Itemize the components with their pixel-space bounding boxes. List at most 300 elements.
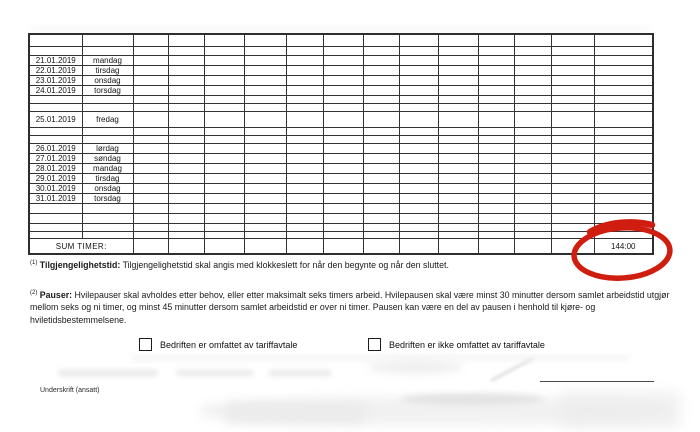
hours-cell xyxy=(594,34,653,47)
weekday-cell: fredag xyxy=(82,112,133,128)
hours-cell xyxy=(551,239,594,255)
hours-cell xyxy=(594,66,653,76)
hours-cell xyxy=(204,66,244,76)
weekday-cell xyxy=(82,96,133,104)
hours-cell xyxy=(478,154,514,164)
hours-cell xyxy=(204,56,244,66)
hours-cell xyxy=(514,96,551,104)
hours-cell xyxy=(594,104,653,112)
hours-cell xyxy=(244,224,286,232)
hours-cell xyxy=(399,34,438,47)
hours-cell xyxy=(399,214,438,224)
timesheet-row xyxy=(29,214,653,224)
hours-cell xyxy=(478,184,514,194)
hours-cell xyxy=(399,239,438,255)
hours-cell xyxy=(133,56,168,66)
hours-cell xyxy=(514,239,551,255)
hours-cell xyxy=(133,154,168,164)
hours-cell xyxy=(399,144,438,154)
date-cell xyxy=(29,104,82,112)
timesheet-table xyxy=(28,33,654,255)
hours-cell xyxy=(514,204,551,214)
sum-total-cell: 144:00 xyxy=(594,239,653,255)
hours-cell xyxy=(478,66,514,76)
hours-cell xyxy=(399,104,438,112)
hours-cell xyxy=(363,239,399,255)
blurred-signature-region xyxy=(225,402,365,424)
hours-cell xyxy=(244,34,286,47)
hours-cell xyxy=(438,136,478,144)
hours-cell xyxy=(551,232,594,239)
hours-cell xyxy=(363,144,399,154)
hours-cell xyxy=(244,86,286,96)
hours-cell xyxy=(478,214,514,224)
hours-cell xyxy=(438,194,478,204)
hours-cell xyxy=(244,144,286,154)
signature-line xyxy=(540,381,654,382)
hours-cell xyxy=(168,34,204,47)
hours-cell xyxy=(594,76,653,86)
timesheet-row xyxy=(29,154,653,164)
hours-cell xyxy=(133,232,168,239)
hours-cell xyxy=(363,47,399,56)
hours-cell xyxy=(478,56,514,66)
hours-cell xyxy=(133,76,168,86)
weekday-cell xyxy=(82,224,133,232)
hours-cell xyxy=(244,66,286,76)
hours-cell xyxy=(133,184,168,194)
hours-cell xyxy=(478,47,514,56)
hours-cell xyxy=(438,76,478,86)
hours-cell xyxy=(168,224,204,232)
hours-cell xyxy=(478,34,514,47)
hours-cell xyxy=(133,224,168,232)
checkbox-label: Bedriften er omfattet av tariffavtale xyxy=(160,339,298,350)
hours-cell xyxy=(323,164,363,174)
hours-cell xyxy=(551,154,594,164)
hours-cell xyxy=(551,86,594,96)
hours-cell xyxy=(168,104,204,112)
hours-cell xyxy=(204,136,244,144)
hours-cell xyxy=(133,34,168,47)
checkbox-icon[interactable] xyxy=(368,338,381,351)
hours-cell xyxy=(514,112,551,128)
timesheet-row xyxy=(29,174,653,184)
hours-cell xyxy=(438,204,478,214)
hours-cell xyxy=(286,239,323,255)
blurred-signature-region xyxy=(400,393,545,405)
hours-cell xyxy=(594,214,653,224)
timesheet-row xyxy=(29,184,653,194)
hours-cell xyxy=(244,56,286,66)
hours-cell xyxy=(168,136,204,144)
hours-cell xyxy=(323,112,363,128)
hours-cell xyxy=(244,76,286,86)
hours-cell xyxy=(168,47,204,56)
hours-cell xyxy=(438,56,478,66)
hours-cell xyxy=(551,224,594,232)
hours-cell xyxy=(594,174,653,184)
hours-cell xyxy=(478,112,514,128)
hours-cell xyxy=(323,184,363,194)
hours-cell xyxy=(478,86,514,96)
hours-cell xyxy=(286,144,323,154)
hours-cell xyxy=(323,232,363,239)
hours-cell xyxy=(478,174,514,184)
date-cell xyxy=(29,47,82,56)
hours-cell xyxy=(204,112,244,128)
hours-cell xyxy=(514,154,551,164)
checkbox-label: Bedriften er ikke omfattet av tariffavtale xyxy=(389,339,545,350)
hours-cell xyxy=(551,56,594,66)
hours-cell xyxy=(399,154,438,164)
date-cell: 27.01.2019 xyxy=(29,154,82,164)
timesheet-row xyxy=(29,86,653,96)
hours-cell xyxy=(168,128,204,136)
date-cell: 28.01.2019 xyxy=(29,164,82,174)
hours-cell xyxy=(514,164,551,174)
weekday-cell: torsdag xyxy=(82,194,133,204)
hours-cell xyxy=(363,66,399,76)
hours-cell xyxy=(286,164,323,174)
footnote-term: Tilgjengelighetstid: xyxy=(39,260,121,270)
hours-cell xyxy=(551,128,594,136)
hours-cell xyxy=(133,104,168,112)
hours-cell xyxy=(594,56,653,66)
hours-cell xyxy=(551,144,594,154)
hours-cell xyxy=(204,128,244,136)
hours-cell xyxy=(363,164,399,174)
hours-cell xyxy=(286,56,323,66)
hours-cell xyxy=(594,112,653,128)
hours-cell xyxy=(399,96,438,104)
hours-cell xyxy=(514,66,551,76)
scan-streak xyxy=(30,26,650,31)
hours-cell xyxy=(244,184,286,194)
blurred-smudge xyxy=(368,360,463,374)
hours-cell xyxy=(363,194,399,204)
date-cell: 29.01.2019 xyxy=(29,174,82,184)
hours-cell xyxy=(133,174,168,184)
hours-cell xyxy=(438,239,478,255)
hours-cell xyxy=(363,86,399,96)
weekday-cell: tirsdag xyxy=(82,66,133,76)
hours-cell xyxy=(323,224,363,232)
hours-cell xyxy=(363,104,399,112)
hours-cell xyxy=(478,96,514,104)
hours-cell xyxy=(551,164,594,174)
date-cell xyxy=(29,34,82,47)
hours-cell xyxy=(478,239,514,255)
hours-cell xyxy=(514,144,551,154)
hours-cell xyxy=(168,86,204,96)
hours-cell xyxy=(168,112,204,128)
hours-cell xyxy=(478,76,514,86)
hours-cell xyxy=(363,214,399,224)
hours-cell xyxy=(204,76,244,86)
hours-cell xyxy=(438,34,478,47)
timesheet-row xyxy=(29,56,653,66)
hours-cell xyxy=(286,104,323,112)
hours-cell xyxy=(399,184,438,194)
hours-cell xyxy=(323,96,363,104)
timesheet-row xyxy=(29,194,653,204)
date-cell: 21.01.2019 xyxy=(29,56,82,66)
hours-cell xyxy=(323,214,363,224)
hours-cell xyxy=(399,76,438,86)
timesheet-row xyxy=(29,96,653,104)
hours-cell xyxy=(478,164,514,174)
hours-cell xyxy=(323,66,363,76)
hours-cell xyxy=(323,136,363,144)
hours-cell xyxy=(594,184,653,194)
footnote-marker: (1) xyxy=(30,260,38,267)
hours-cell xyxy=(399,112,438,128)
hours-cell xyxy=(323,47,363,56)
hours-cell xyxy=(244,47,286,56)
weekday-cell: onsdag xyxy=(82,184,133,194)
footnote-text: Tilgjengelighetstid skal angis med klokkeslett for når den begynte og når den sluttet. xyxy=(122,260,449,270)
hours-cell xyxy=(204,224,244,232)
hours-cell xyxy=(244,104,286,112)
date-cell: 31.01.2019 xyxy=(29,194,82,204)
hours-cell xyxy=(133,144,168,154)
timesheet-row xyxy=(29,164,653,174)
weekday-cell xyxy=(82,204,133,214)
hours-cell xyxy=(399,174,438,184)
hours-cell xyxy=(478,136,514,144)
hours-cell xyxy=(323,34,363,47)
date-cell xyxy=(29,204,82,214)
hours-cell xyxy=(363,76,399,86)
hours-cell xyxy=(594,224,653,232)
hours-cell xyxy=(133,136,168,144)
hours-cell xyxy=(204,184,244,194)
hours-cell xyxy=(204,144,244,154)
hours-cell xyxy=(286,232,323,239)
date-cell: 24.01.2019 xyxy=(29,86,82,96)
hours-cell xyxy=(286,184,323,194)
hours-cell xyxy=(168,76,204,86)
footnote-tilgjengelighetstid xyxy=(30,259,650,271)
hours-cell xyxy=(478,104,514,112)
hours-cell xyxy=(594,144,653,154)
hours-cell xyxy=(438,144,478,154)
hours-cell xyxy=(438,128,478,136)
hours-cell xyxy=(204,204,244,214)
timesheet-row xyxy=(29,204,653,214)
hours-cell xyxy=(244,96,286,104)
hours-cell xyxy=(594,204,653,214)
hours-cell xyxy=(551,174,594,184)
hours-cell xyxy=(438,96,478,104)
hours-cell xyxy=(286,86,323,96)
date-cell xyxy=(29,214,82,224)
weekday-cell: mandag xyxy=(82,164,133,174)
hours-cell xyxy=(133,128,168,136)
date-cell: 26.01.2019 xyxy=(29,144,82,154)
date-cell xyxy=(29,136,82,144)
hours-cell xyxy=(438,184,478,194)
weekday-cell xyxy=(82,128,133,136)
hours-cell xyxy=(286,34,323,47)
hours-cell xyxy=(323,104,363,112)
sum-row xyxy=(29,239,653,255)
hours-cell xyxy=(133,214,168,224)
hours-cell xyxy=(594,194,653,204)
weekday-cell: torsdag xyxy=(82,86,133,96)
hours-cell xyxy=(204,174,244,184)
hours-cell xyxy=(204,194,244,204)
hours-cell xyxy=(244,232,286,239)
hours-cell xyxy=(514,136,551,144)
hours-cell xyxy=(363,184,399,194)
hours-cell xyxy=(133,112,168,128)
hours-cell xyxy=(133,204,168,214)
weekday-cell xyxy=(82,136,133,144)
hours-cell xyxy=(594,96,653,104)
hours-cell xyxy=(286,214,323,224)
hours-cell xyxy=(286,174,323,184)
blurred-text-region xyxy=(58,369,158,377)
weekday-cell: lørdag xyxy=(82,144,133,154)
hours-cell xyxy=(286,112,323,128)
hours-cell xyxy=(594,86,653,96)
hours-cell xyxy=(133,194,168,204)
timesheet-row xyxy=(29,232,653,239)
checkbox-tariff-covered[interactable] xyxy=(139,338,297,351)
hours-cell xyxy=(438,66,478,76)
hours-cell xyxy=(244,112,286,128)
hours-cell xyxy=(204,86,244,96)
weekday-cell: onsdag xyxy=(82,76,133,86)
hours-cell xyxy=(514,232,551,239)
hours-cell xyxy=(323,56,363,66)
hours-cell xyxy=(551,184,594,194)
hours-cell xyxy=(478,144,514,154)
hours-cell xyxy=(514,86,551,96)
weekday-cell xyxy=(82,34,133,47)
hours-cell xyxy=(133,164,168,174)
hours-cell xyxy=(204,239,244,255)
hours-cell xyxy=(551,104,594,112)
hours-cell xyxy=(168,56,204,66)
hours-cell xyxy=(363,204,399,214)
hours-cell xyxy=(438,224,478,232)
timesheet-row xyxy=(29,47,653,56)
date-cell xyxy=(29,224,82,232)
hours-cell xyxy=(514,56,551,66)
checkbox-icon[interactable] xyxy=(139,338,152,351)
date-cell: 25.01.2019 xyxy=(29,112,82,128)
hours-cell xyxy=(514,194,551,204)
hours-cell xyxy=(323,86,363,96)
hours-cell xyxy=(594,128,653,136)
hours-cell xyxy=(244,128,286,136)
hours-cell xyxy=(478,194,514,204)
scan-streak xyxy=(130,355,630,361)
hours-cell xyxy=(551,112,594,128)
hours-cell xyxy=(204,104,244,112)
hours-cell xyxy=(363,112,399,128)
timesheet-row xyxy=(29,224,653,232)
hours-cell xyxy=(323,204,363,214)
hours-cell xyxy=(514,214,551,224)
hours-cell xyxy=(204,214,244,224)
weekday-cell xyxy=(82,214,133,224)
checkbox-tariff-not-covered[interactable] xyxy=(368,338,545,351)
date-cell xyxy=(29,96,82,104)
hours-cell xyxy=(204,96,244,104)
timesheet-row xyxy=(29,104,653,112)
hours-cell xyxy=(168,66,204,76)
hours-cell xyxy=(399,232,438,239)
footnote-term: Pauser: xyxy=(39,290,73,300)
hours-cell xyxy=(168,144,204,154)
hours-cell xyxy=(168,214,204,224)
hours-cell xyxy=(399,47,438,56)
hours-cell xyxy=(399,66,438,76)
hours-cell xyxy=(168,96,204,104)
hours-cell xyxy=(204,232,244,239)
weekday-cell xyxy=(82,232,133,239)
hours-cell xyxy=(399,136,438,144)
hours-cell xyxy=(133,66,168,76)
hours-cell xyxy=(323,239,363,255)
hours-cell xyxy=(168,184,204,194)
footnote-text: Hvilepauser skal avholdes etter behov, eller etter maksimalt seks timers arbeid. Hvilepausen skal være minst 30 minutter dersom samlet arbeidstid utgjør mellom seks og ni timer, og minst 45 minutter dersom samlet arbeidstid er over ni timer. Pausen kan være en del av pausen i henhold til kjøre- og hviletidsbestemmelsene. xyxy=(30,290,670,325)
hours-cell xyxy=(594,232,653,239)
hours-cell xyxy=(286,96,323,104)
hours-cell xyxy=(363,224,399,232)
date-cell: 23.01.2019 xyxy=(29,76,82,86)
hours-cell xyxy=(514,174,551,184)
hours-cell xyxy=(323,144,363,154)
hours-cell xyxy=(399,86,438,96)
footnote-pauser xyxy=(30,289,675,326)
hours-cell xyxy=(204,34,244,47)
hours-cell xyxy=(286,224,323,232)
hours-cell xyxy=(286,136,323,144)
hours-cell xyxy=(244,239,286,255)
hours-cell xyxy=(168,154,204,164)
hours-cell xyxy=(204,47,244,56)
hours-cell xyxy=(438,174,478,184)
hours-cell xyxy=(478,128,514,136)
hours-cell xyxy=(514,184,551,194)
hours-cell xyxy=(399,164,438,174)
hours-cell xyxy=(286,128,323,136)
hours-cell xyxy=(286,204,323,214)
hours-cell xyxy=(363,56,399,66)
hours-cell xyxy=(551,34,594,47)
hours-cell xyxy=(438,112,478,128)
hours-cell xyxy=(323,174,363,184)
hours-cell xyxy=(244,136,286,144)
hours-cell xyxy=(323,76,363,86)
hours-cell xyxy=(438,214,478,224)
hours-cell xyxy=(133,86,168,96)
hours-cell xyxy=(551,66,594,76)
hours-cell xyxy=(286,76,323,86)
hours-cell xyxy=(514,104,551,112)
hours-cell xyxy=(478,224,514,232)
hours-cell xyxy=(204,154,244,164)
hours-cell xyxy=(478,204,514,214)
hours-cell xyxy=(204,164,244,174)
date-cell xyxy=(29,128,82,136)
hours-cell xyxy=(438,104,478,112)
